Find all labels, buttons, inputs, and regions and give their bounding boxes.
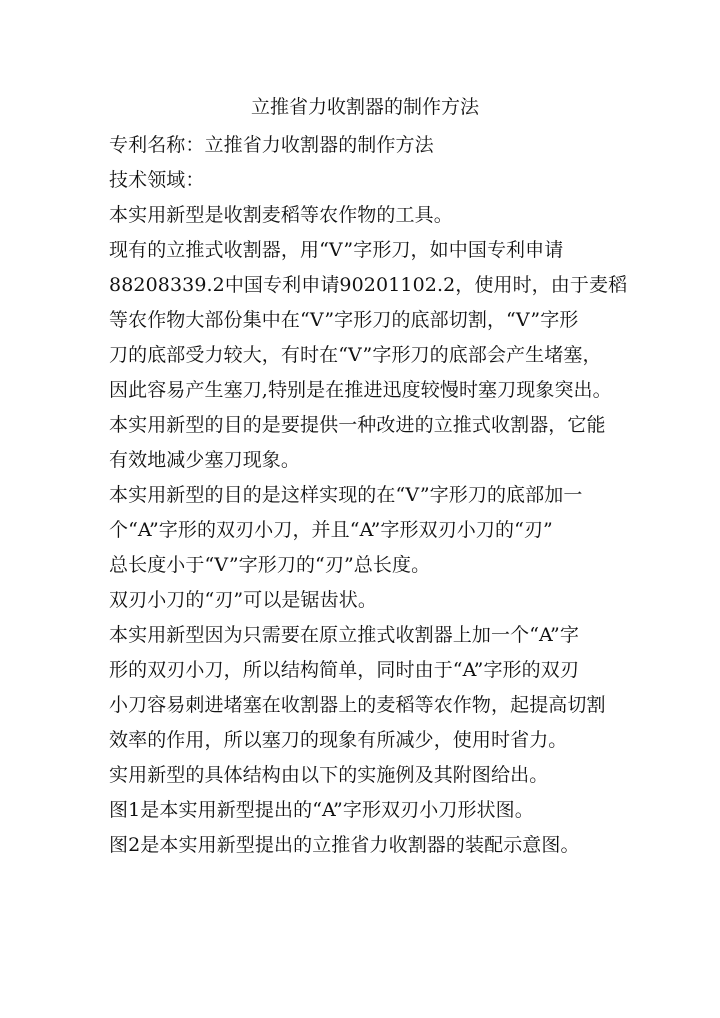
paragraph-line: 本实用新型因为只需要在原立推式收割器上加一个“A”字	[109, 624, 579, 646]
paragraph-line: 现有的立推式收割器，用“V”字形刀，如中国专利申请	[109, 239, 564, 261]
paragraph-line: 效率的作用，所以塞刀的现象有所减少，使用时省力。	[109, 729, 568, 751]
paragraph-line: 等农作物大部份集中在“V”字形刀的底部切割，“V”字形	[109, 309, 579, 331]
figure-caption-line: 图1是本实用新型提出的“A”字形双刃小刀形状图。	[109, 799, 534, 821]
paragraph-line: 本实用新型的目的是这样实现的在“V”字形刀的底部加一	[109, 484, 583, 506]
paragraph-line: 实用新型的具体结构由以下的实施例及其附图给出。	[109, 764, 549, 786]
paragraph-line: 因此容易产生塞刀,特别是在推进迅度较慢时塞刀现象突出。	[109, 379, 612, 401]
document-body	[109, 92, 629, 863]
paragraph-line: 本实用新型是收割麦稻等农作物的工具。	[109, 204, 453, 226]
paragraph-line: 个“A”字形的双刃小刀，并且“A”字形双刃小刀的“刃”	[109, 519, 553, 541]
technical-field-heading: 技术领域：	[109, 169, 205, 191]
paragraph-line: 本实用新型的目的是要提供一种改进的立推式收割器，它能	[109, 414, 606, 436]
paragraph-line: 88208339.2中国专利申请90201102.2，使用时，由于麦稻	[109, 274, 628, 296]
paragraph-line: 刀的底部受力较大，有时在“V”字形刀的底部会产生堵塞，	[109, 344, 602, 366]
paragraph-line: 双刃小刀的“刃”可以是锯齿状。	[109, 589, 377, 611]
paragraph-line: 形的双刃小刀，所以结构简单，同时由于“A”字形的双刃	[109, 659, 579, 681]
document-title: 立推省力收割器的制作方法	[250, 96, 479, 118]
figure-caption-line: 图2是本实用新型提出的立推省力收割器的装配示意图。	[109, 834, 580, 856]
paragraph-line: 有效地减少塞刀现象。	[109, 449, 301, 471]
paragraph-line: 总长度小于“V”字形刀的“刃”总长度。	[109, 554, 431, 576]
paragraph-line: 小刀容易刺进堵塞在收割器上的麦稻等农作物，起提高切割	[109, 694, 606, 716]
patent-name-line: 专利名称：立推省力收割器的制作方法	[109, 134, 434, 156]
